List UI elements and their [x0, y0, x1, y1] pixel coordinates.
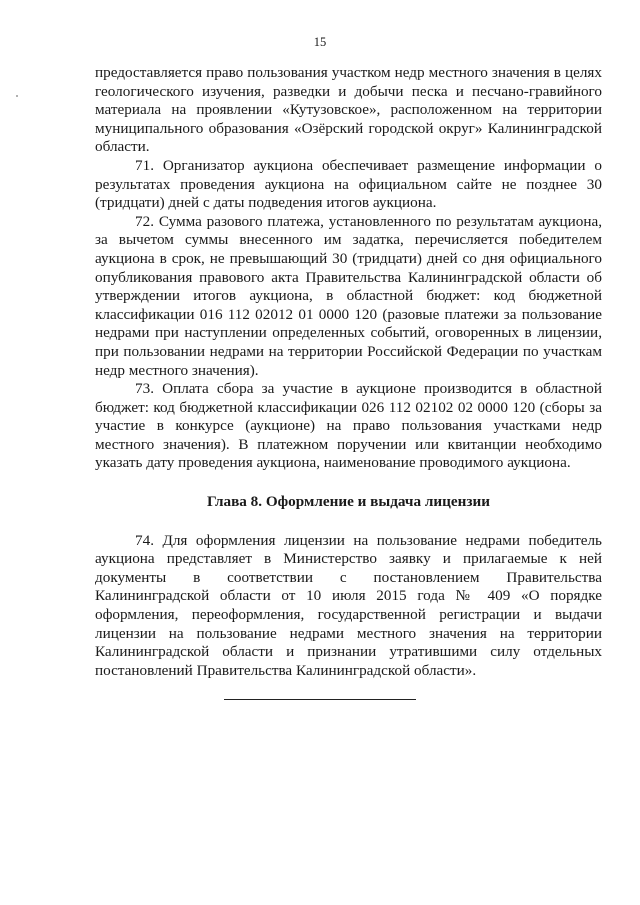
scan-speck [16, 95, 18, 97]
paragraph-71: 71. Организатор аукциона обеспечивает размещение информации о результатах проведения аукциона на официальном сайте не позднее 30 (тридцати) дней с даты подведения итогов аукциона. [95, 156, 602, 212]
closing-divider-line [224, 699, 416, 700]
paragraph-73: 73. Оплата сбора за участие в аукционе производится в областной бюджет: код бюджетной классификации 026 112 02102 02 0000 120 (сборы за участие в конкурсе (аукционе) на право пользования участками недр местного значения). В платежном поручении или квитанции необходимо указать дату проведения аукциона, наименование проводимого аукциона. [95, 380, 602, 472]
paragraph-70-continuation: предоставляется право пользования участком недр местного значения в целях геологического изучения, разведки и добычи песка и песчано-гравийного материала на проявлении «Кутузовское», расположенном на территории муниципального образования «Озёрский городской округ» Калининградской области. [95, 64, 602, 156]
paragraph-74: 74. Для оформления лицензии на пользование недрами победитель аукциона представляет в Министерство заявку и прилагаемые к ней документы в соответствии с постановлением Правительства Калининградской области от 10 июля 2015 года № 409 «О порядке оформления, переоформления, государственной регистрации и выдачи лицензии на пользование недрами местного значения на территории Калининградской области и признании утратившими силу отдельных постановлений Правительства Калининградской области». [95, 531, 602, 679]
page-number: 15 [313, 35, 327, 49]
paragraph-72: 72. Сумма разового платежа, установленного по результатам аукциона, за вычетом суммы внесенного им задатка, перечисляется победителем аукциона в срок, не превышающий 30 (тридцати) дней со дня официального опубликования правового акта Правительства Калининградской области об утверждении итогов аукциона, в областной бюджет: код бюджетной классификации 016 112 02012 01 0000 120 (разовые платежи за пользование недрами при наступлении определенных событий, оговоренных в лицензии, при пользовании недрами на территории Российской Федерации по участкам недр местного значения). [95, 212, 602, 379]
document-body [95, 64, 602, 680]
chapter-8-heading: Глава 8. Оформление и выдача лицензии [207, 493, 490, 511]
